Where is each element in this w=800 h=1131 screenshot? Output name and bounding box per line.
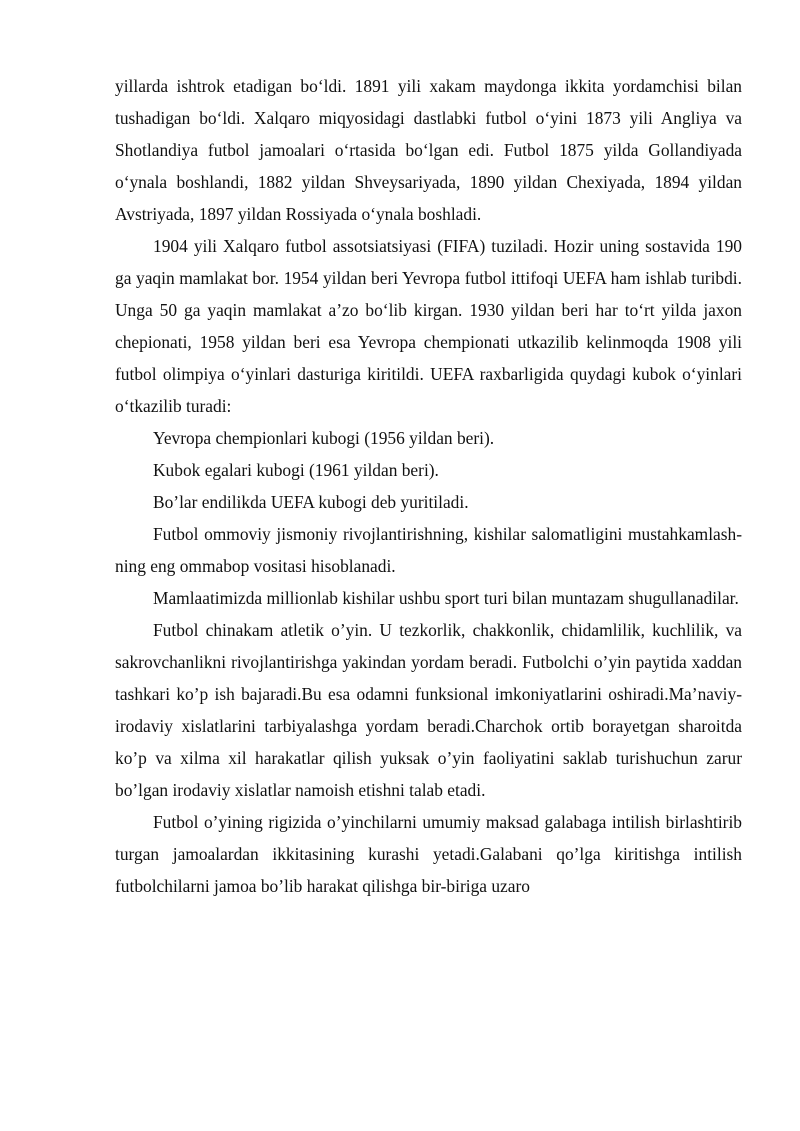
paragraph-mass-physical-development: Futbol ommoviy jismoniy rivojlantirishning, kishilar salomatligini mustahkamlash-ning eng ommabop vositasi hisoblanadi. bbox=[115, 524, 742, 576]
paragraph-team-struggle: Futbol o’yining rigizida o’yinchilarni umumiy maksad galabaga intilish birlashtirib turgan jamoalardan ikkitasining kurashi yetadi.Galabani qo’lga kiritishga intilish futbolchilarni jamoa bo’lib harakat qilishga bir-biriga uzaro bbox=[115, 812, 742, 896]
paragraph-fifa-uefa: 1904 yili Xalqaro futbol assotsiatsiyasi (FIFA) tuziladi. Hozir uning sostavida 190 ga yaqin mamlakat bor. 1954 yildan beri Yevropa futbol ittifoqi UEFA ham ishlab turibdi. Unga 50 ga yaqin mamlakat a’zo bo‘lib kirgan. 1930 yildan beri har to‘rt yilda jaxon chepionati, 1958 yildan beri esa Yevropa chempionati utkazilib kelinmoqda 1908 yili futbol olimpiya o‘yinlari dasturiga kiritildi. UEFA raxbarligida quydagi kubok o‘yinlari o‘tkazilib turadi: bbox=[115, 236, 742, 416]
document-page bbox=[115, 70, 742, 902]
paragraph-athletic-game: Futbol chinakam atletik o’yin. U tezkorlik, chakkonlik, chidamlilik, kuchlilik, va sakrovchanlikni rivojlantirishga yakindan yordam beradi. Futbolchi o’yin paytida xaddan tashkari ko’p ish bajaradi.Bu esa odamni funksional imkoniyatlarini oshiradi.Ma’naviy-irodaviy xislatlarini tarbiyalashga yordam beradi.Charchok ortib borayetgan sharoitda ko’p va xilma xil harakatlar qilish yuksak o’yin faoliyatini saklab turishuchun zarur bo’lgan irodaviy xislatlar namoish etishni talab etadi. bbox=[115, 620, 742, 800]
paragraph-millions-play: Mamlaatimizda millionlab kishilar ushbu sport turi bilan muntazam shugullanadilar. bbox=[153, 588, 739, 608]
paragraph-cup-winners-cup: Kubok egalari kubogi (1961 yildan beri). bbox=[153, 460, 439, 480]
paragraph-football-history: yillarda ishtrok etadigan bo‘ldi. 1891 yili xakam maydonga ikkita yordamchisi bilan tushadigan bo‘ldi. Xalqaro miqyosidagi dastlabki futbol o‘yini 1873 yili Angliya va Shotlandiya futbol jamoalari o‘rtasida bo‘lgan edi. Futbol 1875 yilda Gollandiyada o‘ynala boshlandi, 1882 yildan Shveysariyada, 1890 yildan Chexiyada, 1894 yildan Avstriyada, 1897 yildan Rossiyada o‘ynala boshladi. bbox=[115, 76, 742, 224]
paragraph-uefa-cup: Bo’lar endilikda UEFA kubogi deb yuritiladi. bbox=[153, 492, 469, 512]
paragraph-european-champions-cup: Yevropa chempionlari kubogi (1956 yildan beri). bbox=[153, 428, 495, 448]
